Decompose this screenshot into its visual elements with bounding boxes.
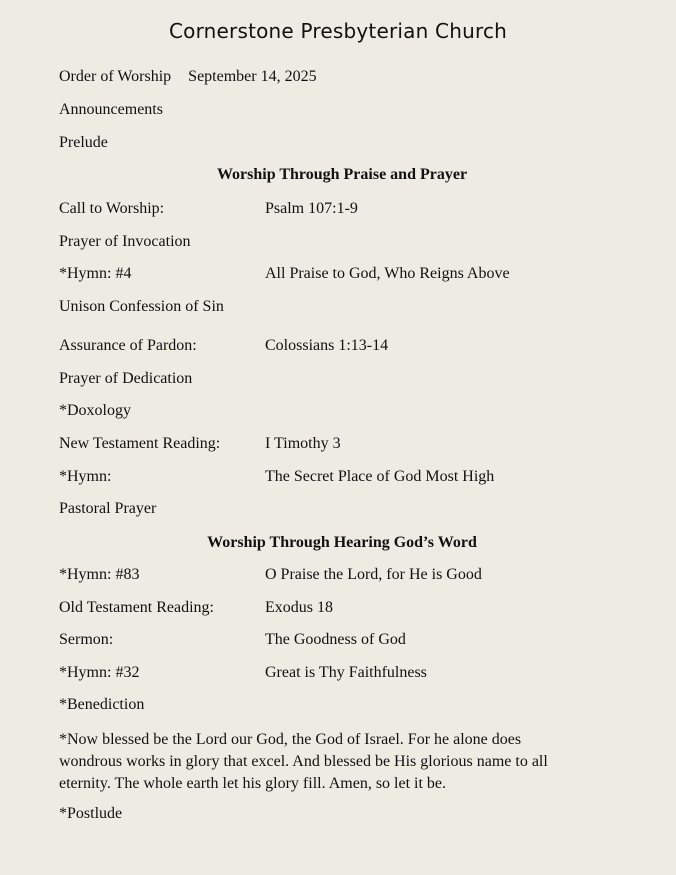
liturgy-item: [59, 500, 156, 518]
liturgy-item: [59, 435, 341, 453]
liturgy-item: [59, 664, 427, 682]
item-label: *Hymn: #32: [59, 664, 140, 681]
item-label: Assurance of Pardon:: [59, 337, 197, 354]
liturgy-item: [59, 200, 358, 218]
liturgy-item: [59, 599, 333, 617]
item-label: Call to Worship:: [59, 200, 165, 217]
liturgy-item: [59, 696, 144, 714]
prelude-item: Prelude: [59, 134, 108, 151]
item-label: Prayer of Dedication: [59, 370, 193, 387]
item-label: Old Testament Reading:: [59, 599, 214, 616]
item-label: Prayer of Invocation: [59, 233, 191, 250]
liturgy-item: [59, 566, 482, 584]
liturgy-item: [59, 370, 192, 388]
item-label: *Hymn: #4: [59, 265, 132, 282]
item-detail: Exodus 18: [265, 599, 333, 616]
order-of-worship-line: [59, 68, 317, 86]
liturgy-item: [59, 265, 510, 283]
postlude-item: *Postlude: [59, 805, 123, 822]
liturgy-item: [59, 233, 191, 251]
item-label: *Hymn:: [59, 468, 112, 485]
service-date: September 14, 2025: [188, 68, 317, 85]
item-detail: All Praise to God, Who Reigns Above: [265, 265, 510, 282]
liturgy-item: [59, 402, 131, 420]
announcements-item: Announcements: [59, 101, 163, 118]
order-label: Order of Worship: [59, 68, 172, 85]
item-detail: Psalm 107:1-9: [265, 200, 358, 217]
church-title: Cornerstone Presbyterian Church: [168, 19, 508, 43]
item-detail: I Timothy 3: [265, 435, 341, 452]
item-label: *Doxology: [59, 402, 131, 419]
liturgy-item: [59, 631, 406, 649]
item-label: New Testament Reading:: [59, 435, 221, 452]
section-heading-praise-prayer: Worship Through Praise and Prayer: [216, 166, 468, 183]
liturgy-item: [59, 298, 224, 316]
liturgy-item: [59, 337, 389, 355]
item-label: Unison Confession of Sin: [59, 298, 224, 315]
liturgy-item: [59, 468, 495, 486]
item-detail: The Goodness of God: [265, 631, 406, 648]
item-label: Pastoral Prayer: [59, 500, 157, 517]
item-label: *Hymn: #83: [59, 566, 140, 583]
section-heading-gods-word: Worship Through Hearing God’s Word: [207, 534, 477, 551]
item-label: *Benediction: [59, 696, 145, 713]
item-detail: The Secret Place of God Most High: [265, 468, 495, 485]
item-label: Sermon:: [59, 631, 114, 648]
item-detail: Colossians 1:13-14: [265, 337, 389, 354]
item-detail: Great is Thy Faithfulness: [265, 664, 427, 681]
benediction-text: *Now blessed be the Lord our God, the God of Israel. For he alone does wondrous works in glory that excel. And blessed be His glorious name to all eternity. The whole earth let his glory fill. Amen, so let it be.: [59, 731, 548, 792]
item-detail: O Praise the Lord, for He is Good: [265, 566, 482, 583]
